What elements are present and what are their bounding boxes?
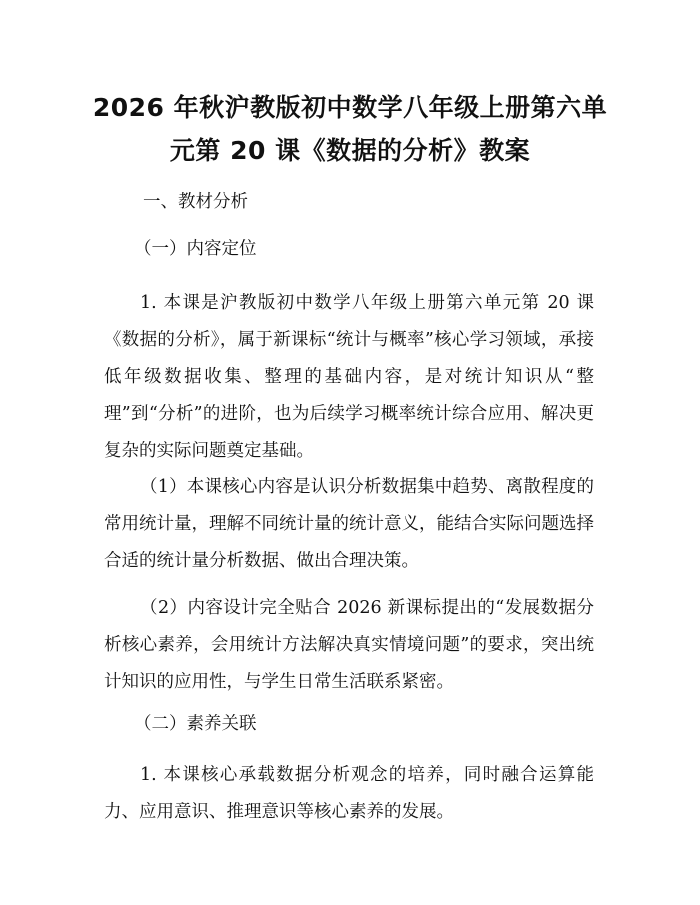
subsection-heading-content-positioning: （一）内容定位 (134, 239, 257, 259)
section-heading-teaching-material-analysis: 一、教材分析 (143, 192, 248, 212)
paragraph-curriculum-alignment: （2）内容设计完全贴合 2026 新课标提出的“发展数据分析核心素养，会用统计方法解决真实情境问题”的要求，突出统计知识的应用性，与学生日常生活联系紧密。 (104, 598, 594, 692)
subsection-heading-literacy-connection: （二）素养关联 (134, 714, 257, 734)
document-title-line-1: 2026 年秋沪教版初中数学八年级上册第六单 (92, 93, 608, 122)
paragraph-core-literacy: 1. 本课核心承载数据分析观念的培养，同时融合运算能力、应用意识、推理意识等核心素养的发展。 (104, 765, 594, 822)
paragraph-course-positioning: 1. 本课是沪教版初中数学八年级上册第六单元第 20 课《数据的分析》，属于新课标“统计与概率”核心学习领域，承接低年级数据收集、整理的基础内容，是对统计知识从“整理”到“分析”的进阶，也为后续学习概率统计综合应用、解决更复杂的实际问题奠定基础。 (104, 293, 594, 461)
paragraph-core-content: （1）本课核心内容是认识分析数据集中趋势、离散程度的常用统计量，理解不同统计量的统计意义，能结合实际问题选择合适的统计量分析数据、做出合理决策。 (104, 477, 594, 571)
document-title-line-2: 元第 20 课《数据的分析》教案 (169, 136, 531, 165)
